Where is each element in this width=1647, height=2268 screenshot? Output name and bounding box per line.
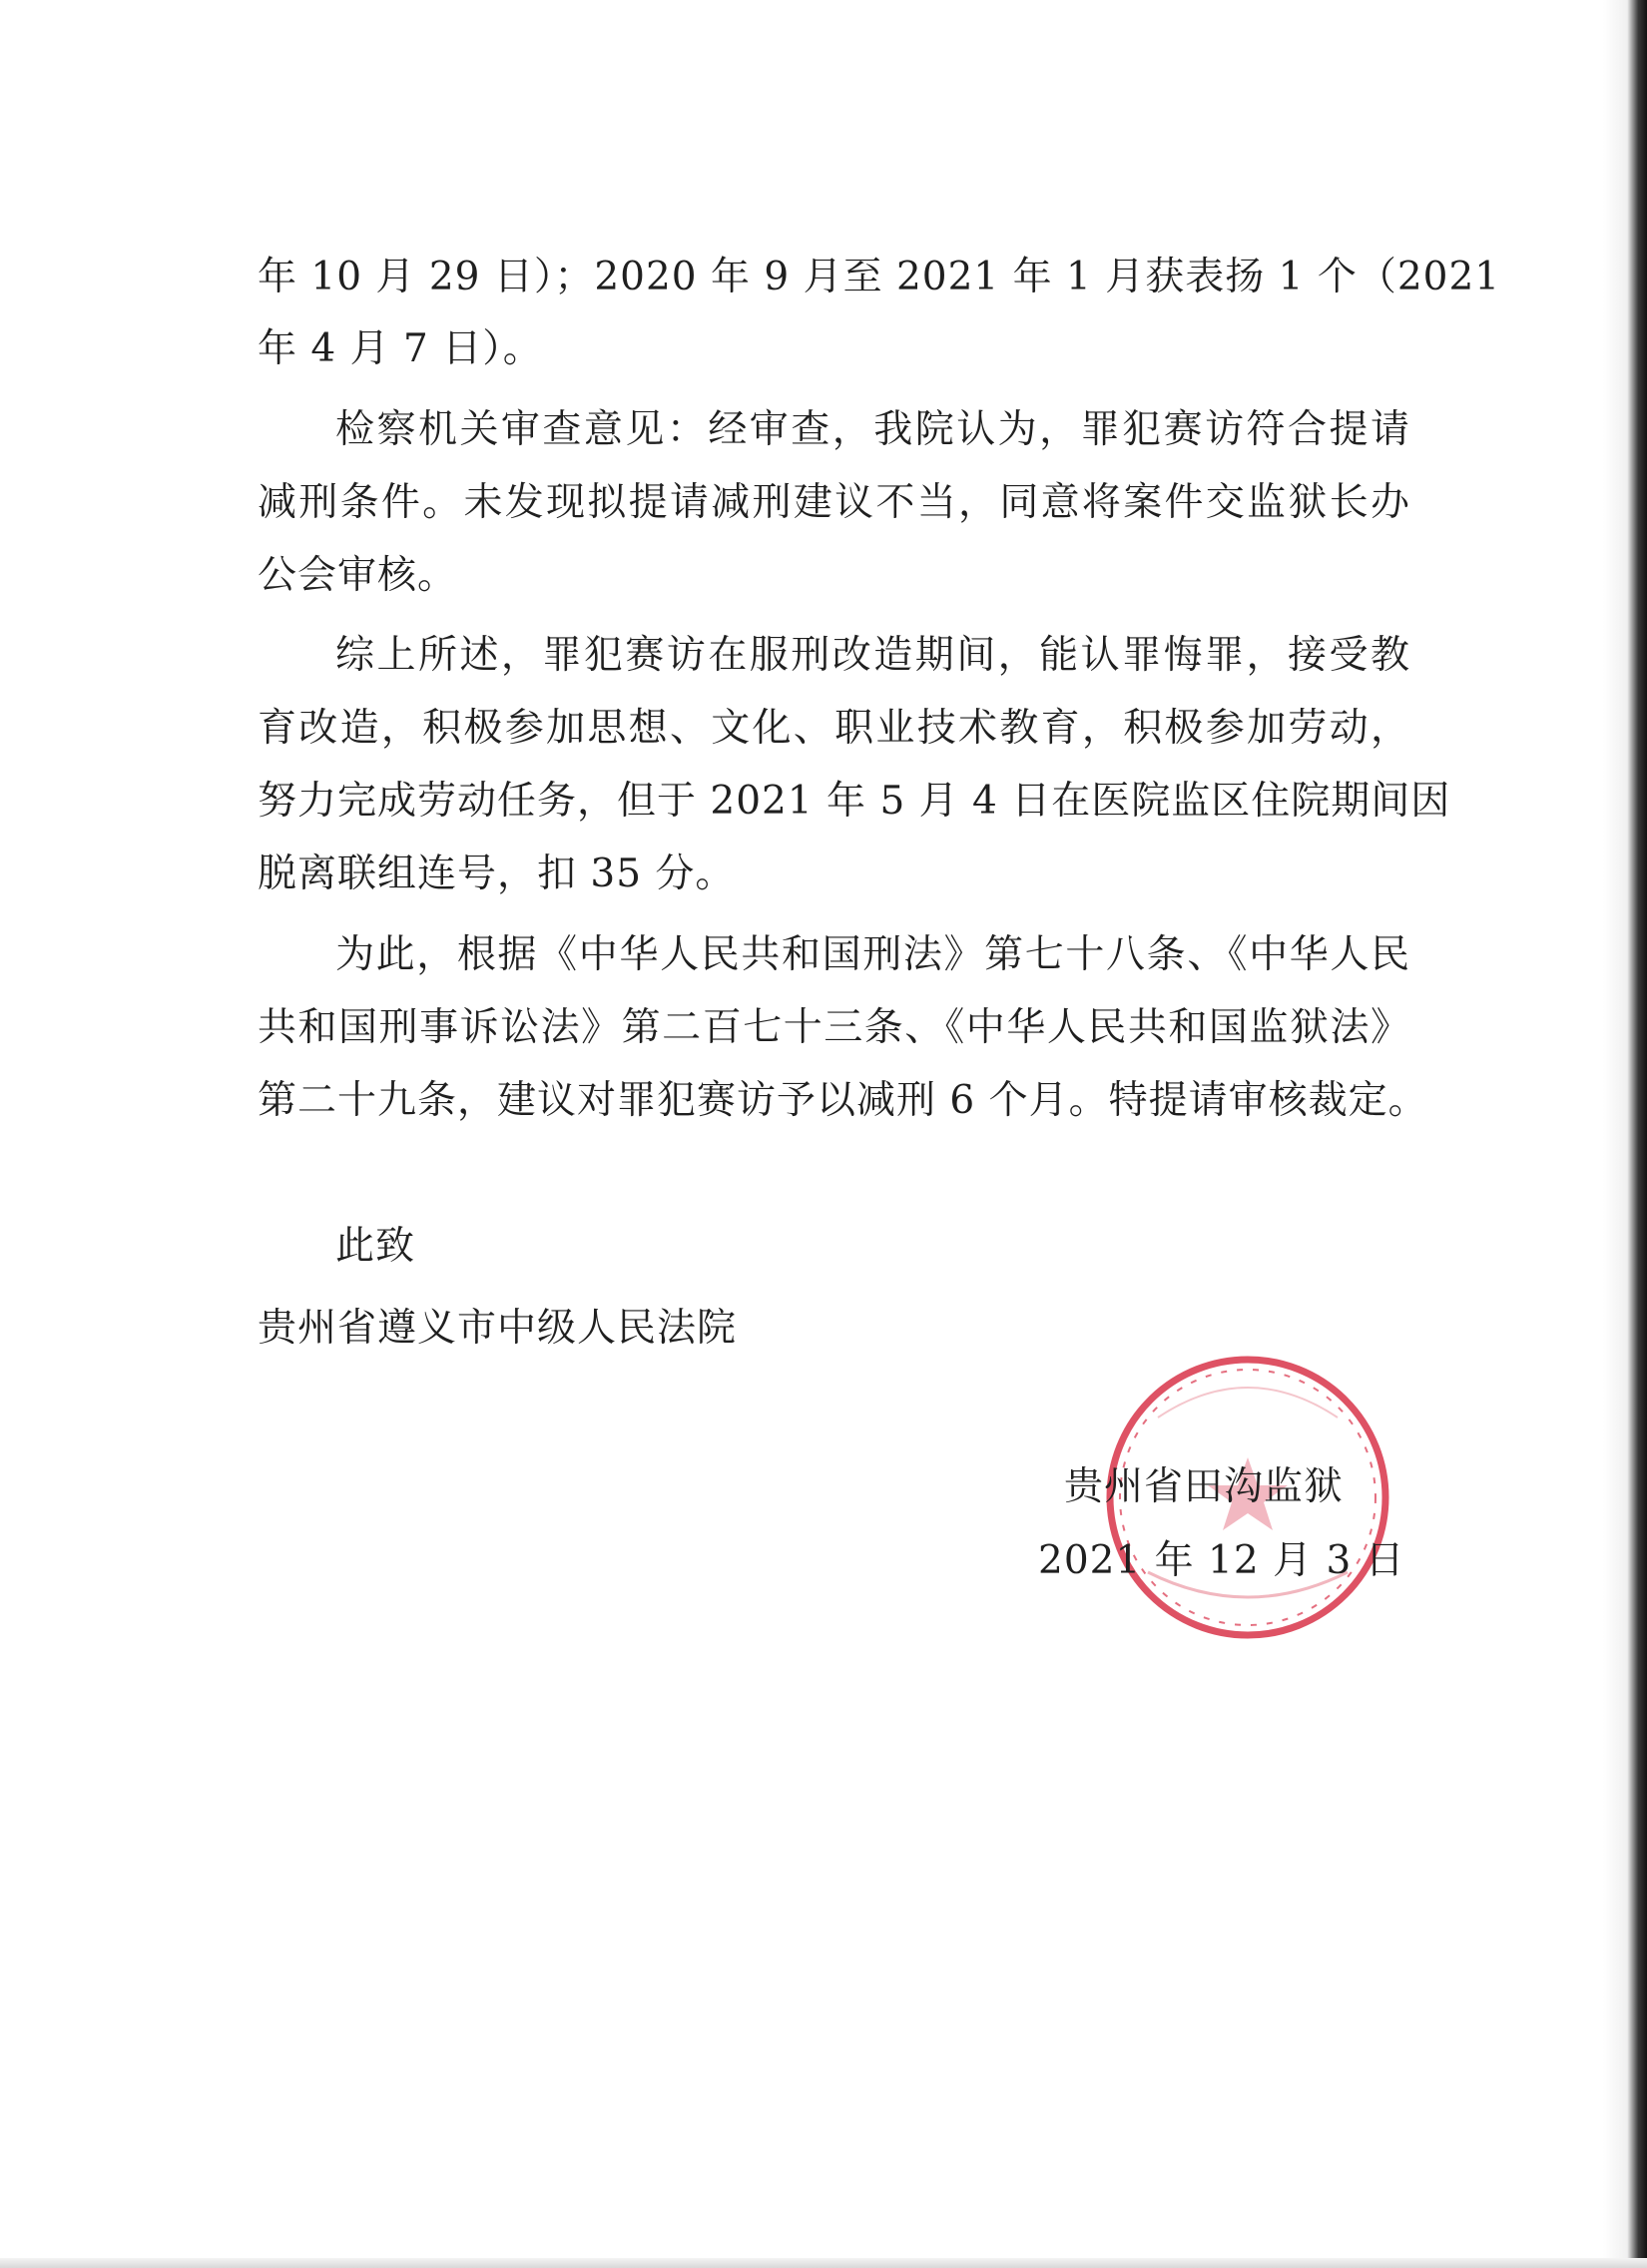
body-line-10: 为此，根据《中华人民共和国刑法》第七十八条、《中华人民 xyxy=(335,932,1410,977)
salutation: 此致 xyxy=(335,1224,416,1269)
body-line-2: 年 4 月 7 日）。 xyxy=(258,326,543,371)
scan-edge xyxy=(1603,0,1647,2268)
body-line-1: 年 10 月 29 日）；2020 年 9 月至 2021 年 1 月获表扬 1 个（2021 xyxy=(258,255,1501,299)
body-line-9: 脱离联组连号，扣 35 分。 xyxy=(258,851,736,896)
body-line-5: 公会审核。 xyxy=(258,553,458,598)
body-line-4: 减刑条件。未发现拟提请减刑建议不当，同意将案件交监狱长办 xyxy=(258,480,1410,525)
body-line-6: 综上所述，罪犯赛访在服刑改造期间，能认罪悔罪，接受教 xyxy=(335,633,1410,678)
recipient: 贵州省遵义市中级人民法院 xyxy=(258,1306,738,1351)
body-line-8: 努力完成劳动任务，但于 2021 年 5 月 4 日在医院监区住院期间因 xyxy=(258,779,1451,824)
body-line-7: 育改造，积极参加思想、文化、职业技术教育，积极参加劳动， xyxy=(258,706,1410,751)
body-line-12: 第二十九条，建议对罪犯赛访予以减刑 6 个月。特提请审核裁定。 xyxy=(258,1078,1428,1123)
body-line-3: 检察机关审查意见：经审查，我院认为，罪犯赛访符合提请 xyxy=(335,407,1410,452)
signature-organization: 贵州省田沟监狱 xyxy=(1064,1464,1345,1509)
body-line-11: 共和国刑事诉讼法》第二百七十三条、《中华人民共和国监狱法》 xyxy=(258,1005,1410,1050)
signature-date: 2021 年 12 月 3 日 xyxy=(1038,1538,1405,1583)
scan-bottom-edge xyxy=(0,2258,1647,2268)
